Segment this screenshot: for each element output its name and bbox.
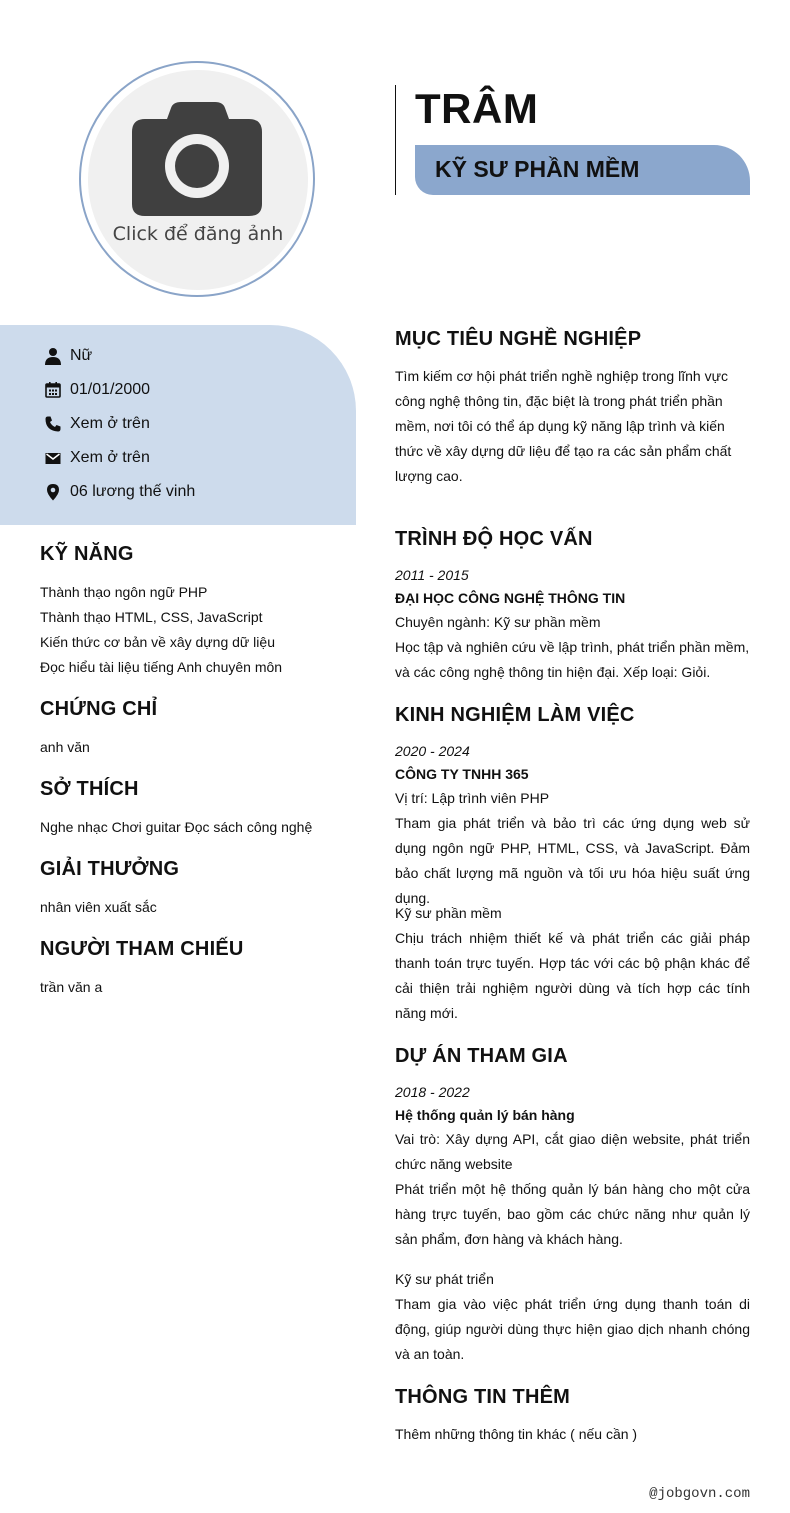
experience-title: KINH NGHIỆM LÀM VIỆC — [395, 704, 635, 726]
awards-title: GIẢI THƯỞNG — [40, 858, 180, 880]
envelope-icon — [44, 449, 62, 467]
objective-text: Tìm kiếm cơ hội phát triển nghề nghiệp trong lĩnh vực công nghệ thông tin, đặc biệt là trong phát triển phần mềm, nơi tôi có thể áp dụng kỹ năng lập trình và kiến thức về xây dựng dữ liệu để tạo ra các sản phẩm chất lượng cao. — [395, 368, 732, 484]
education-period: 2011 - 2015 — [395, 567, 469, 583]
project-period: 2018 - 2022 — [395, 1084, 470, 1100]
contact-address — [44, 480, 195, 504]
project-description2: Tham gia vào việc phát triển ứng dụng thanh toán di động, giúp người dùng thực hiện giao dịch nhanh chóng và an toàn. — [395, 1296, 750, 1362]
contact-gender — [44, 344, 92, 368]
project-description: Phát triển một hệ thống quản lý bán hàng cho một cửa hàng trực tuyến, bao gồm các chức năng như quản lý sản phẩm, đơn hàng và khách hàng. — [395, 1181, 750, 1247]
location-pin-icon — [44, 483, 62, 501]
projects-title: DỰ ÁN THAM GIA — [395, 1045, 568, 1067]
project-name: Hệ thống quản lý bán hàng — [395, 1107, 575, 1123]
calendar-icon — [44, 381, 62, 399]
experience-description: Tham gia phát triển và bảo trì các ứng dụng web sử dụng ngôn ngữ PHP, HTML, CSS, và JavaScript. Đảm bảo chất lượng mã nguồn và tối ưu hóa hiệu suất ứng dụng. — [395, 815, 750, 906]
photo-upload[interactable] — [88, 70, 308, 290]
contact-address-value: 06 lương thế vinh — [70, 483, 196, 500]
additional-title: THÔNG TIN THÊM — [395, 1386, 571, 1408]
contact-phone-value[interactable]: Xem ở trên — [70, 415, 150, 432]
certificates-title: CHỨNG CHỈ — [40, 698, 158, 720]
job-title-band — [415, 145, 750, 195]
contact-birthday — [44, 378, 150, 402]
photo-upload-label: Click để đăng ảnh — [112, 223, 284, 245]
experience-position: Vị trí: Lập trình viên PHP — [395, 790, 550, 806]
objective-title: MỤC TIÊU NGHỀ NGHIỆP — [395, 328, 642, 350]
experience-period: 2020 - 2024 — [395, 743, 470, 759]
skill-item: Thành thạo HTML, CSS, JavaScript — [40, 609, 263, 625]
experience-role2: Kỹ sư phần mềm — [395, 905, 502, 921]
contact-email — [44, 446, 150, 470]
contact-email-value[interactable]: Xem ở trên — [70, 449, 150, 466]
person-icon — [44, 347, 62, 365]
project-role2: Kỹ sư phát triển — [395, 1271, 494, 1287]
skill-item: Thành thạo ngôn ngữ PHP — [40, 584, 208, 600]
references-title: NGƯỜI THAM CHIẾU — [40, 938, 244, 960]
contact-phone — [44, 412, 150, 436]
phone-icon — [44, 415, 62, 433]
contact-gender-value: Nữ — [70, 347, 93, 364]
certificates-text: anh văn — [40, 739, 90, 755]
references-text: trần văn a — [40, 979, 103, 995]
footer-brand: @jobgovn.com — [649, 1486, 750, 1502]
skill-item: Kiến thức cơ bản về xây dựng dữ liệu — [40, 634, 275, 650]
education-major: Chuyên ngành: Kỹ sư phần mềm — [395, 614, 601, 630]
awards-text: nhân viên xuất sắc — [40, 899, 157, 915]
education-description: Học tập và nghiên cứu về lập trình, phát triển phần mềm, và các công nghệ thông tin hiện đại. Xếp loại: Giỏi. — [395, 639, 750, 680]
experience-description2: Chịu trách nhiệm thiết kế và phát triển các giải pháp thanh toán trực tuyến. Hợp tác với các bộ phận khác để cải thiện trải nghiệm người dùng và tích hợp các tính năng mới. — [395, 930, 750, 1021]
skills-title: KỸ NĂNG — [40, 543, 134, 565]
additional-text: Thêm những thông tin khác ( nếu cần ) — [395, 1426, 638, 1442]
header-divider — [395, 85, 396, 195]
skill-item: Đọc hiểu tài liệu tiếng Anh chuyên môn — [40, 659, 283, 675]
candidate-name: TRÂM — [415, 85, 539, 132]
contact-birthday-value: 01/01/2000 — [70, 381, 151, 398]
project-role: Vai trò: Xây dựng API, cắt giao diện website, phát triển chức năng website — [395, 1131, 750, 1172]
hobbies-text: Nghe nhạc Chơi guitar Đọc sách công nghệ — [40, 819, 313, 835]
camera-icon — [131, 102, 265, 220]
education-school: ĐẠI HỌC CÔNG NGHỆ THÔNG TIN — [395, 590, 626, 606]
job-title: KỸ SƯ PHẦN MỀM — [435, 156, 640, 182]
experience-company: CÔNG TY TNHH 365 — [395, 766, 529, 782]
hobbies-title: SỞ THÍCH — [40, 778, 139, 800]
education-title: TRÌNH ĐỘ HỌC VẤN — [395, 528, 593, 550]
